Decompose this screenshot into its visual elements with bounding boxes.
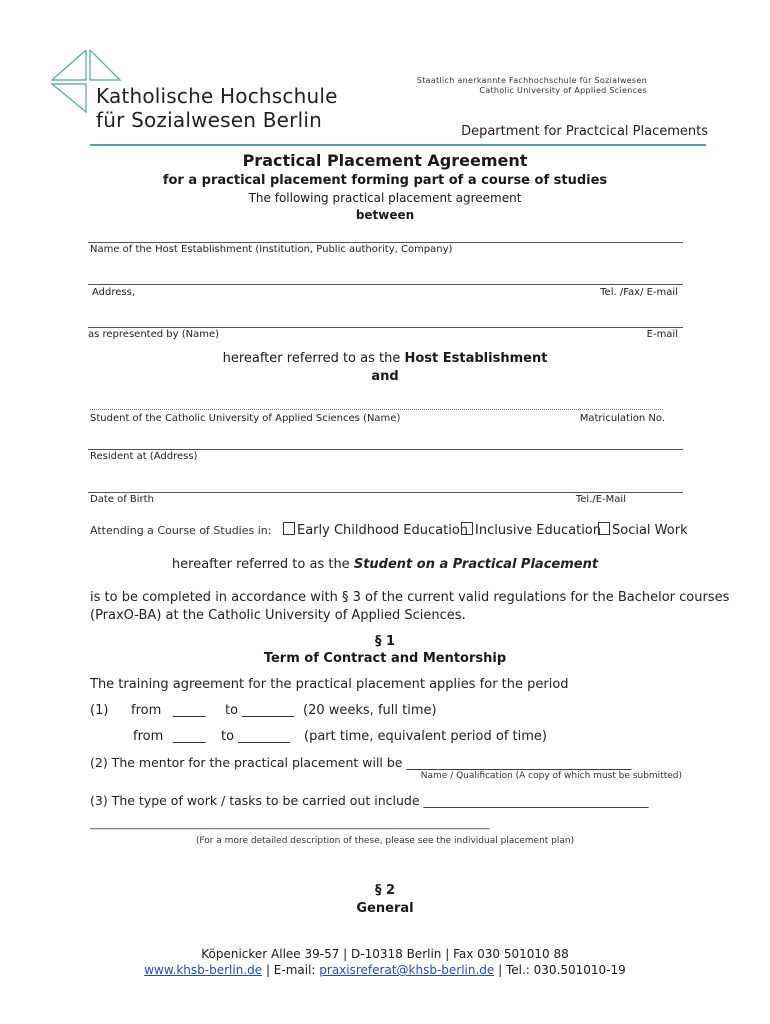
- work-tasks-note: (For a more detailed description of these, please see the individual placement plan): [195, 836, 575, 846]
- intro-text: The following practical placement agreement: [248, 191, 522, 205]
- subtitle-line1: Staatlich anerkannte Fachhochschule für Sozialwesen: [416, 76, 647, 85]
- host-referred-text: [0, 351, 770, 366]
- mentor-field[interactable]: (2) The mentor for the practical placement will be ____________________________________: [90, 755, 632, 770]
- header-divider: [90, 144, 706, 146]
- host-address-label: Address,: [92, 287, 136, 298]
- and-text: and: [371, 369, 399, 384]
- university-name-line1: Katholische Hochschule: [96, 84, 338, 108]
- section2-heading: General: [356, 901, 414, 916]
- section2-number: § 2: [374, 883, 396, 898]
- checkbox-social-work[interactable]: [598, 522, 610, 535]
- checkbox-early-childhood[interactable]: [283, 522, 295, 535]
- fulltime-from-field[interactable]: _____: [173, 703, 206, 718]
- checkbox-inclusive[interactable]: [461, 522, 473, 535]
- matriculation-label: Matriculation No.: [579, 413, 665, 424]
- footer-email-link[interactable]: praxisreferat@khsb-berlin.de: [319, 963, 495, 977]
- section1-intro: The training agreement for the practical placement applies for the period: [90, 677, 569, 692]
- subtitle-line2: Catholic University of Applied Sciences: [479, 86, 647, 95]
- host-email-label: E-mail: [646, 329, 678, 340]
- parttime-note: (part time, equivalent period of time): [304, 729, 547, 744]
- student-referred-text: [0, 557, 770, 572]
- host-representative-label: as represented by (Name): [88, 329, 220, 340]
- fulltime-from-label: from: [131, 703, 162, 718]
- course-label-social-work: Social Work: [612, 523, 688, 538]
- host-name-label: Name of the Host Establishment (Institution, Public authority, Company): [90, 244, 453, 255]
- footer-email-prefix: | E-mail:: [262, 963, 320, 977]
- course-label-early-childhood: Early Childhood Education: [297, 523, 469, 538]
- student-address-label: Resident at (Address): [90, 451, 198, 462]
- work-tasks-field[interactable]: (3) The type of work / tasks to be carried out include ____________________________________: [90, 793, 649, 808]
- document-title: Practical Placement Agreement: [242, 151, 528, 170]
- student-name-line[interactable]: [90, 409, 663, 410]
- fulltime-to-label: to: [225, 703, 239, 718]
- footer-website-link[interactable]: www.khsb-berlin.de: [144, 963, 263, 977]
- section1-heading: Term of Contract and Mentorship: [263, 651, 507, 666]
- student-tel-label: Tel./E-Mail: [575, 494, 626, 505]
- student-address-line[interactable]: [88, 449, 683, 450]
- university-name-line2: für Sozialwesen Berlin: [96, 108, 322, 132]
- host-referred-prefix: hereafter referred to as the: [222, 351, 405, 366]
- footer-address: Köpenicker Allee 39-57 | D-10318 Berlin | Fax 030 501010 88: [201, 947, 569, 961]
- footer-tel: | Tel.: 030.501010-19: [494, 963, 626, 977]
- university-name: [96, 84, 338, 132]
- mentor-note: Name / Qualification (A copy of which must be submitted): [420, 771, 682, 781]
- host-address-line[interactable]: [88, 284, 683, 285]
- student-referred-prefix: hereafter referred to as the: [171, 557, 354, 572]
- birth-date-line[interactable]: [88, 492, 683, 493]
- course-option-social-work[interactable]: [598, 522, 688, 538]
- university-subtitle: [417, 76, 647, 96]
- host-representative-line[interactable]: [88, 327, 683, 328]
- section1-number: § 1: [374, 634, 396, 649]
- document-subtitle: for a practical placement forming part of a course of studies: [162, 173, 608, 188]
- student-referred-bold: Student on a Practical Placement: [353, 557, 599, 572]
- host-referred-bold: Host Establishment: [404, 351, 548, 366]
- course-option-inclusive[interactable]: [461, 522, 601, 538]
- footer-contact: [0, 963, 770, 977]
- item1-number: (1): [90, 703, 109, 718]
- student-name-label: Student of the Catholic University of Applied Sciences (Name): [90, 413, 401, 424]
- course-label: Attending a Course of Studies in:: [90, 524, 272, 537]
- course-label-inclusive: Inclusive Education: [475, 523, 602, 538]
- course-option-early-childhood[interactable]: [283, 522, 468, 538]
- host-tel-label: Tel. /Fax/ E-mail: [600, 287, 678, 298]
- parttime-from-field[interactable]: _____: [173, 729, 206, 744]
- parttime-to-field[interactable]: ________: [238, 729, 290, 744]
- work-tasks-continuation-line[interactable]: _____________________________________________________________________________________: [90, 819, 490, 830]
- completion-text-line1: is to be completed in accordance with § 3 of the current valid regulations for the Bachelor courses: [90, 590, 730, 605]
- fulltime-note: (20 weeks, full time): [303, 703, 437, 718]
- fulltime-to-field[interactable]: ________: [242, 703, 294, 718]
- birth-date-label: Date of Birth: [90, 494, 154, 505]
- department-label: Department for Practcical Placements: [461, 124, 708, 139]
- host-name-line[interactable]: [88, 242, 683, 243]
- parttime-from-label: from: [133, 729, 164, 744]
- completion-text-line2: (PraxO-BA) at the Catholic University of Applied Sciences.: [90, 608, 466, 623]
- parttime-to-label: to: [221, 729, 235, 744]
- between-text: between: [355, 208, 415, 222]
